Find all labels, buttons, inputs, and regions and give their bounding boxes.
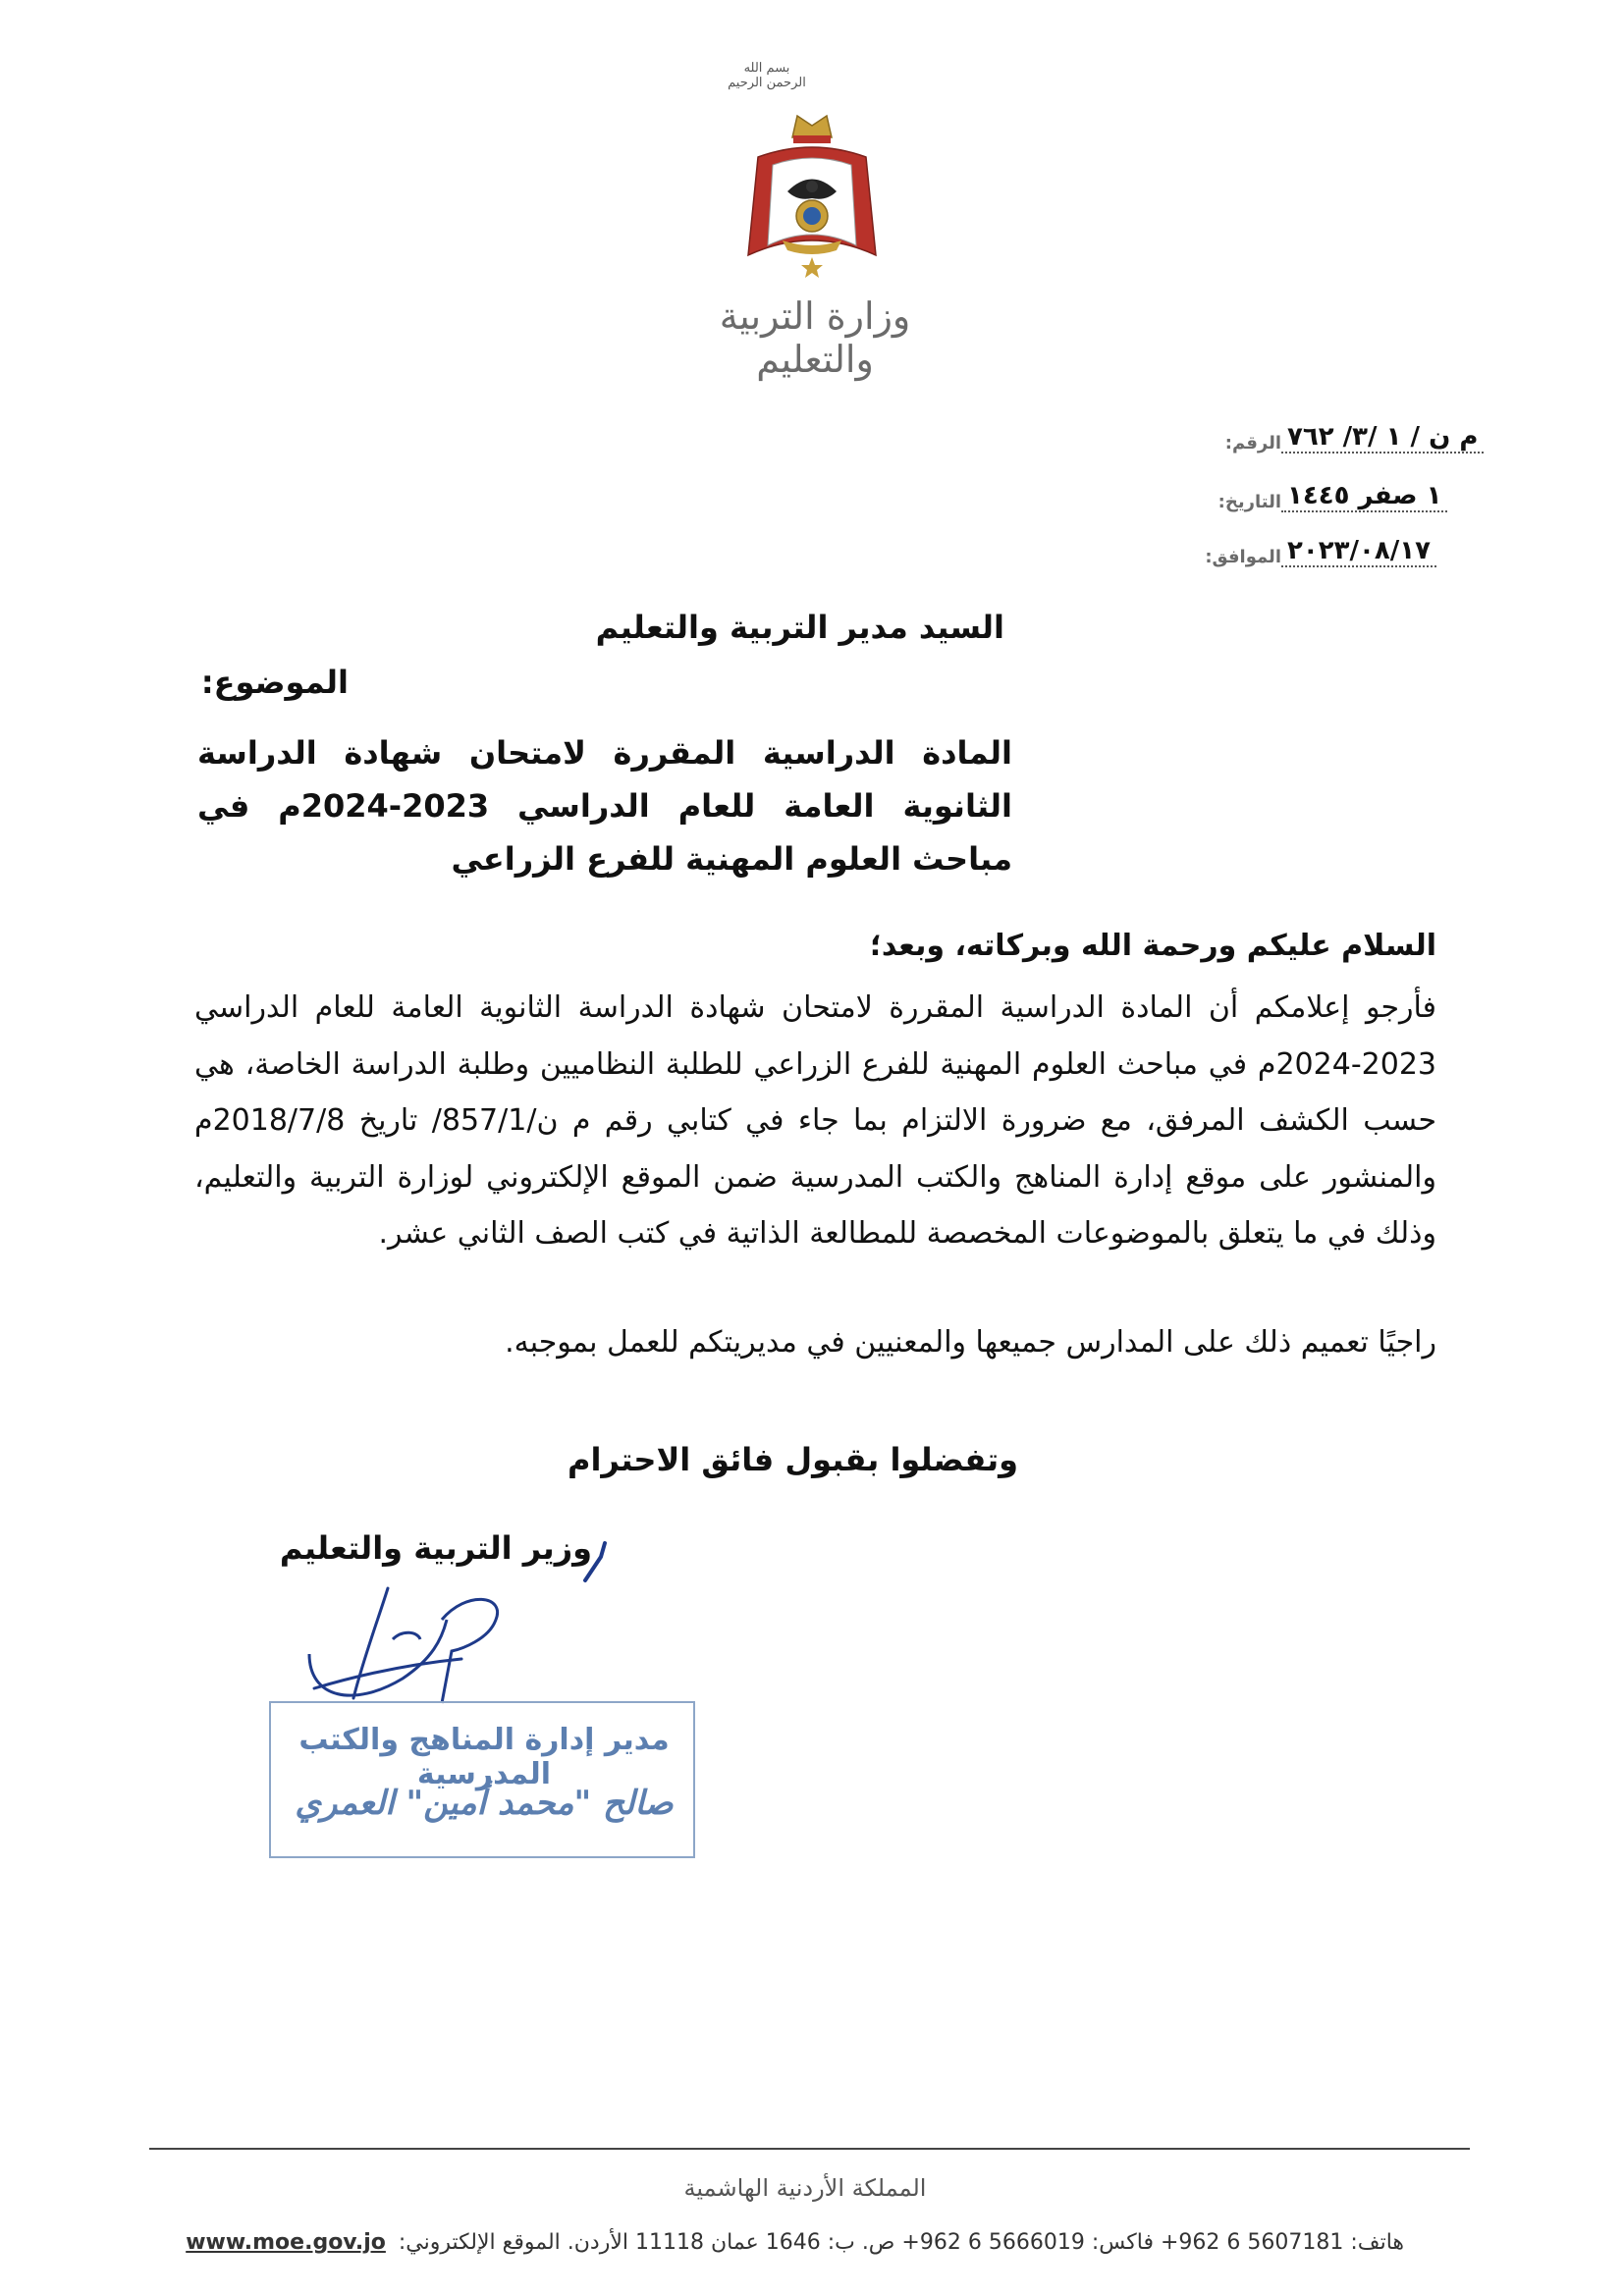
stamp-name: صالح "محمد أمين" العمري [295,1784,674,1823]
addressee: السيد مدير التربية والتعليم [595,609,1004,646]
footer-kingdom: المملكة الأردنية الهاشمية [683,2174,927,2202]
request-line: راجيًا تعميم ذلك على المدارس جميعها والمعنيين في مديريتكم للعمل بموجبه. [505,1325,1436,1360]
stamp-title: مدير إدارة المناهج والكتب المدرسية [298,1723,670,1791]
footer-contact-text: هاتف: 5607181 6 962+ فاكس: 5666019 6 962+ ص. ب: 1646 عمان 11118 الأردن. الموقع الإلكتروني: [398,2230,1404,2255]
reference-date-label: التاريخ: [1217,492,1281,512]
basmala: بسم الله الرحمن الرحيم [728,61,806,90]
closing-line: وتفضلوا بقبول فائق الاحترام [568,1441,1018,1478]
subject-text: المادة الدراسية المقررة لامتحان شهادة الدراسة الثانوية العامة للعام الدراسي 2023-2024م في مباحث العلوم المهنية للفرع الزراعي [197,734,1013,878]
coat-of-arms-icon [738,108,886,283]
reference-equivalent-value: ٢٠٢٣/٠٨/١٧ [1281,536,1436,567]
reference-equivalent-row [1203,524,1556,567]
footer-contact [186,2230,1404,2255]
reference-number-label: الرقم: [1224,433,1281,454]
greeting: السلام عليكم ورحمة الله وبركاته، وبعد؛ [869,929,1436,963]
signer-title: وزير التربية والتعليم [279,1529,592,1567]
reference-date-value: ١ صفر ١٤٤٥ [1281,481,1447,512]
website-link[interactable]: www.moe.gov.jo [186,2230,386,2255]
reference-number-value: م ن / ١ /٣/ ٧٦٢ [1281,422,1484,454]
reference-number-row [1203,410,1556,454]
subject-label: الموضوع: [200,664,349,701]
pen-mark-icon [577,1537,617,1586]
reference-equivalent-label: الموافق: [1205,547,1281,567]
body-paragraph: فأرجو إعلامكم أن المادة الدراسية المقررة لامتحان شهادة الدراسة الثانوية العامة للعام الدراسي 2023-2024م في مباحث العلوم المهنية للفرع الزراعي للطلبة النظاميين وطلبة الدراسة الخاصة، هي حسب الكشف المرفق، مع ضرورة الالتزام بما جاء في كتابي رقم م ن/857/1/ تاريخ 2018/7/8م والمنشور على موقع إدارة المناهج والكتب المدرسية ضمن الموقع الإلكتروني لوزارة التربية والتعليم، وذلك في ما يتعلق بالموضوعات المخصصة للمطالعة الذاتية في كتب الصف الثاني عشر. [194,990,1436,1251]
official-stamp [269,1701,695,1858]
footer-divider [149,2148,1470,2150]
reference-date-row [1203,469,1556,512]
ministry-logo-text: وزارة التربية والتعليم [719,294,911,381]
